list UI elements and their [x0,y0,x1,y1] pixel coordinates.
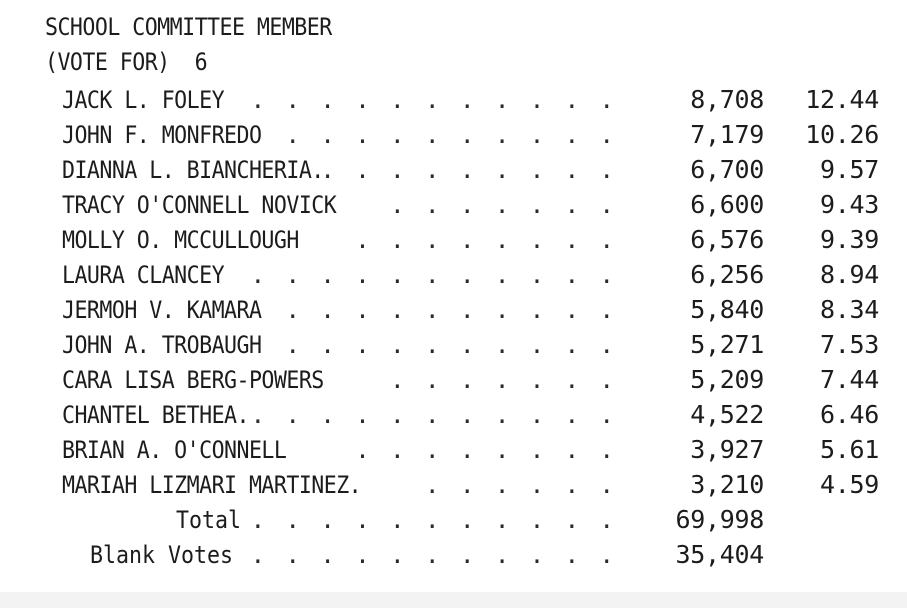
dot-leader: . . . . . . . . . [320,156,617,184]
candidate-row [0,362,907,397]
office-title: SCHOOL COMMITTEE MEMBER [45,13,332,41]
blank-votes-row [0,537,907,572]
candidate-votes: 6,700 [690,155,764,184]
candidate-row [0,187,907,222]
candidate-name: JACK L. FOLEY [62,86,225,114]
candidate-name: JERMOH V. KAMARA [62,296,262,324]
candidate-row [0,117,907,152]
candidate-name: JOHN A. TROBAUGH [62,331,262,359]
candidate-name: CHANTEL BETHEA. [62,401,249,429]
candidate-name: MOLLY O. MCCULLOUGH [62,226,299,254]
candidate-percent: 9.39 [819,225,879,254]
dot-leader: . . . . . . . . . . . [250,261,617,289]
candidate-votes: 8,708 [690,85,764,114]
dot-leader: . . . . . . . . [355,436,617,464]
candidate-percent: 4.59 [819,470,879,499]
candidate-row [0,467,907,502]
candidate-percent: 7.44 [819,365,879,394]
candidate-percent: 12.44 [805,85,879,114]
total-row [0,502,907,537]
vote-for-count: (VOTE FOR) 6 [45,48,208,76]
candidate-percent: 5.61 [819,435,879,464]
dot-leader: . . . . . . . . . . [285,296,617,324]
candidate-row [0,222,907,257]
dot-leader: . . . . . . . . . . [285,331,617,359]
candidate-name: CARA LISA BERG-POWERS [62,366,324,394]
total-votes: 69,998 [675,505,764,534]
dot-leader: . . . . . . . . . . [285,121,617,149]
candidate-name: DIANNA L. BIANCHERIA. [62,156,324,184]
candidate-row [0,327,907,362]
candidate-percent: 9.57 [819,155,879,184]
candidate-row [0,397,907,432]
candidate-percent: 7.53 [819,330,879,359]
candidate-votes: 6,256 [690,260,764,289]
candidate-votes: 5,271 [690,330,764,359]
candidate-percent: 10.26 [805,120,879,149]
candidate-votes: 5,209 [690,365,764,394]
candidate-votes: 3,210 [690,470,764,499]
candidate-percent: 8.34 [819,295,879,324]
candidate-row [0,432,907,467]
candidate-row [0,82,907,117]
candidate-name: LAURA CLANCEY [62,261,225,289]
candidate-percent: 8.94 [819,260,879,289]
page-bottom-edge [0,592,907,608]
candidate-votes: 4,522 [690,400,764,429]
candidate-name: TRACY O'CONNELL NOVICK [62,191,337,219]
candidate-percent: 6.46 [819,400,879,429]
candidate-row [0,292,907,327]
candidate-votes: 5,840 [690,295,764,324]
candidate-votes: 6,576 [690,225,764,254]
candidate-votes: 3,927 [690,435,764,464]
dot-leader: . . . . . . . . . . . [250,401,617,429]
dot-leader: . . . . . . . . [355,226,617,254]
blank-votes-label: Blank Votes [90,541,234,569]
blank-votes-count: 35,404 [675,540,764,569]
dot-leader: . . . . . . . [390,366,617,394]
candidate-row [0,257,907,292]
dot-leader: . . . . . . . . . . . [250,506,617,534]
dot-leader: . . . . . . . . . . . [250,541,617,569]
candidate-row [0,152,907,187]
candidate-votes: 7,179 [690,120,764,149]
candidate-votes: 6,600 [690,190,764,219]
dot-leader: . . . . . . . . . . . [250,86,617,114]
candidate-percent: 9.43 [819,190,879,219]
candidate-name: MARIAH LIZMARI MARTINEZ. [62,471,362,499]
candidate-name: JOHN F. MONFREDO [62,121,262,149]
candidate-name: BRIAN A. O'CONNELL [62,436,287,464]
dot-leader: . . . . . . . [390,191,617,219]
total-label: Total [176,506,242,534]
dot-leader: . . . . . . [425,471,617,499]
